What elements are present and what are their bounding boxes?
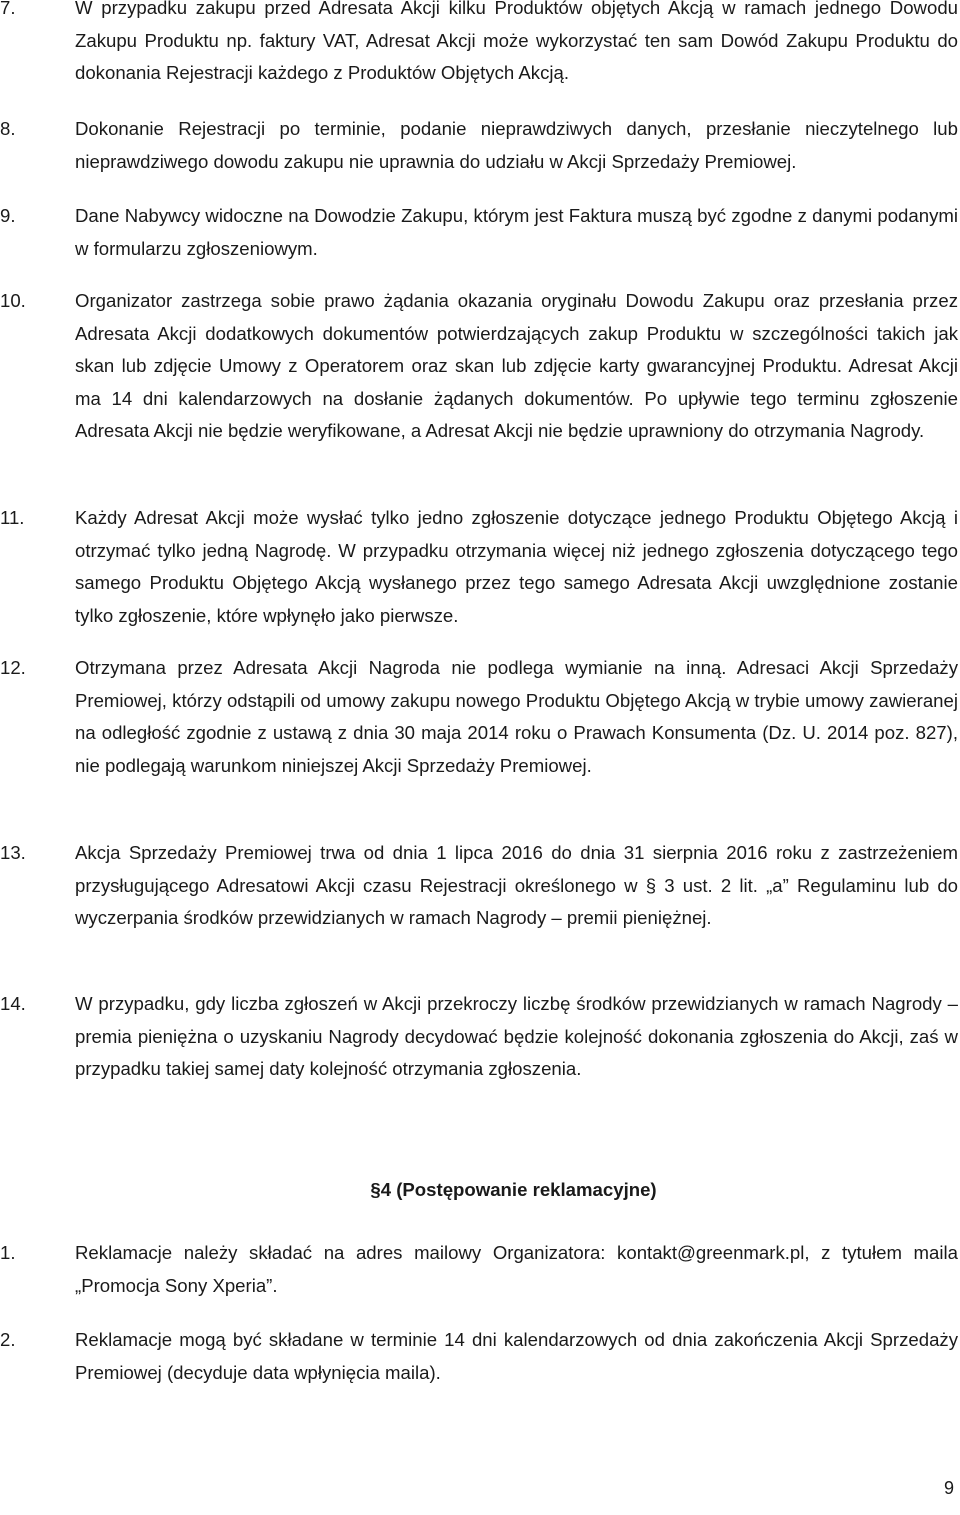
list-item: [0, 200, 958, 265]
list-item: [0, 113, 958, 178]
item-text: Otrzymana przez Adresata Akcji Nagroda nie podlega wymianie na inną. Adresaci Akcji Sprzedaży Premiowej, którzy odstąpili od umowy zakupu nowego Produktu Objętego Akcją w trybie umowy zawieranej na odległość zgodnie z ustawą z dnia 30 maja 2014 roku o Prawach Konsumenta (Dz. U. 2014 poz. 827), nie podlegają warunkom niniejszej Akcji Sprzedaży Premiowej.: [75, 657, 958, 776]
list-item: [0, 1324, 958, 1389]
item-text: Dane Nabywcy widoczne na Dowodzie Zakupu, którym jest Faktura muszą być zgodne z danymi podanymi w formularzu zgłoszeniowym.: [75, 205, 958, 259]
item-number: 12.: [0, 657, 26, 678]
section-heading: §4 (Postępowanie reklamacyjne): [370, 1179, 657, 1200]
list-item: [0, 285, 958, 448]
item-text: W przypadku zakupu przed Adresata Akcji kilku Produktów objętych Akcją w ramach jednego Dowodu Zakupu Produktu np. faktury VAT, Adresat Akcji może wykorzystać ten sam Dowód Zakupu Produktu do dokonania Rejestracji każdego z Produktów Objętych Akcją.: [75, 0, 958, 83]
list-item: [0, 652, 958, 782]
item-number: 10.: [0, 290, 26, 311]
item-number: 13.: [0, 842, 26, 863]
item-text: Reklamacje należy składać na adres mailowy Organizatora: kontakt@greenmark.pl, z tytułem maila „Promocja Sony Xperia”.: [75, 1242, 958, 1296]
item-number: 7.: [0, 0, 16, 18]
item-text: W przypadku, gdy liczba zgłoszeń w Akcji przekroczy liczbę środków przewidzianych w ramach Nagrody – premia pieniężna o uzyskaniu Nagrody decydować będzie kolejność dokonania zgłoszenia do Akcji, zaś w przypadku takiej samej daty kolejność otrzymania zgłoszenia.: [75, 993, 958, 1079]
list-item: [0, 988, 958, 1086]
item-number: 14.: [0, 993, 26, 1014]
item-number: 8.: [0, 118, 16, 139]
page-number: 9: [943, 1478, 954, 1498]
item-text: Każdy Adresat Akcji może wysłać tylko jedno zgłoszenie dotyczące jednego Produktu Objętego Akcją i otrzymać tylko jedną Nagrodę. W przypadku otrzymania więcej niż jednego zgłoszenia dotyczącego tego samego Produktu Objętego Akcją wysłanego przez tego samego Adresata Akcji uwzględnione zostanie tylko zgłoszenie, które wpłynęło jako pierwsze.: [75, 507, 958, 626]
item-text: Akcja Sprzedaży Premiowej trwa od dnia 1 lipca 2016 do dnia 31 sierpnia 2016 roku z zastrzeżeniem przysługującego Adresatowi Akcji czasu Rejestracji określonego w § 3 ust. 2 lit. „a” Regulaminu lub do wyczerpania środków przewidzianych w ramach Nagrody – premii pieniężnej.: [75, 842, 958, 928]
item-number: 9.: [0, 205, 16, 226]
item-number: 1.: [0, 1242, 16, 1263]
list-item: [0, 837, 958, 935]
list-item: [0, 502, 958, 632]
item-number: 2.: [0, 1329, 16, 1350]
item-number: 11.: [0, 507, 25, 528]
item-text: Organizator zastrzega sobie prawo żądania okazania oryginału Dowodu Zakupu oraz przesłania przez Adresata Akcji dodatkowych dokumentów potwierdzających zakup Produktu w szczególności takich jak skan lub zdjęcie Umowy z Operatorem oraz skan lub zdjęcie karty gwarancyjnej Produktu. Adresat Akcji ma 14 dni kalendarzowych na dosłanie żądanych dokumentów. Po upływie tego terminu zgłoszenie Adresata Akcji nie będzie weryfikowane, a Adresat Akcji nie będzie uprawniony do otrzymania Nagrody.: [75, 290, 958, 441]
item-text: Reklamacje mogą być składane w terminie 14 dni kalendarzowych od dnia zakończenia Akcji Sprzedaży Premiowej (decyduje data wpłynięcia maila).: [75, 1329, 958, 1383]
list-item: [0, 1237, 958, 1302]
item-text: Dokonanie Rejestracji po terminie, podanie nieprawdziwych danych, przesłanie nieczytelnego lub nieprawdziwego dowodu zakupu nie uprawnia do udziału w Akcji Sprzedaży Premiowej.: [75, 118, 958, 172]
list-item: [0, 0, 958, 90]
